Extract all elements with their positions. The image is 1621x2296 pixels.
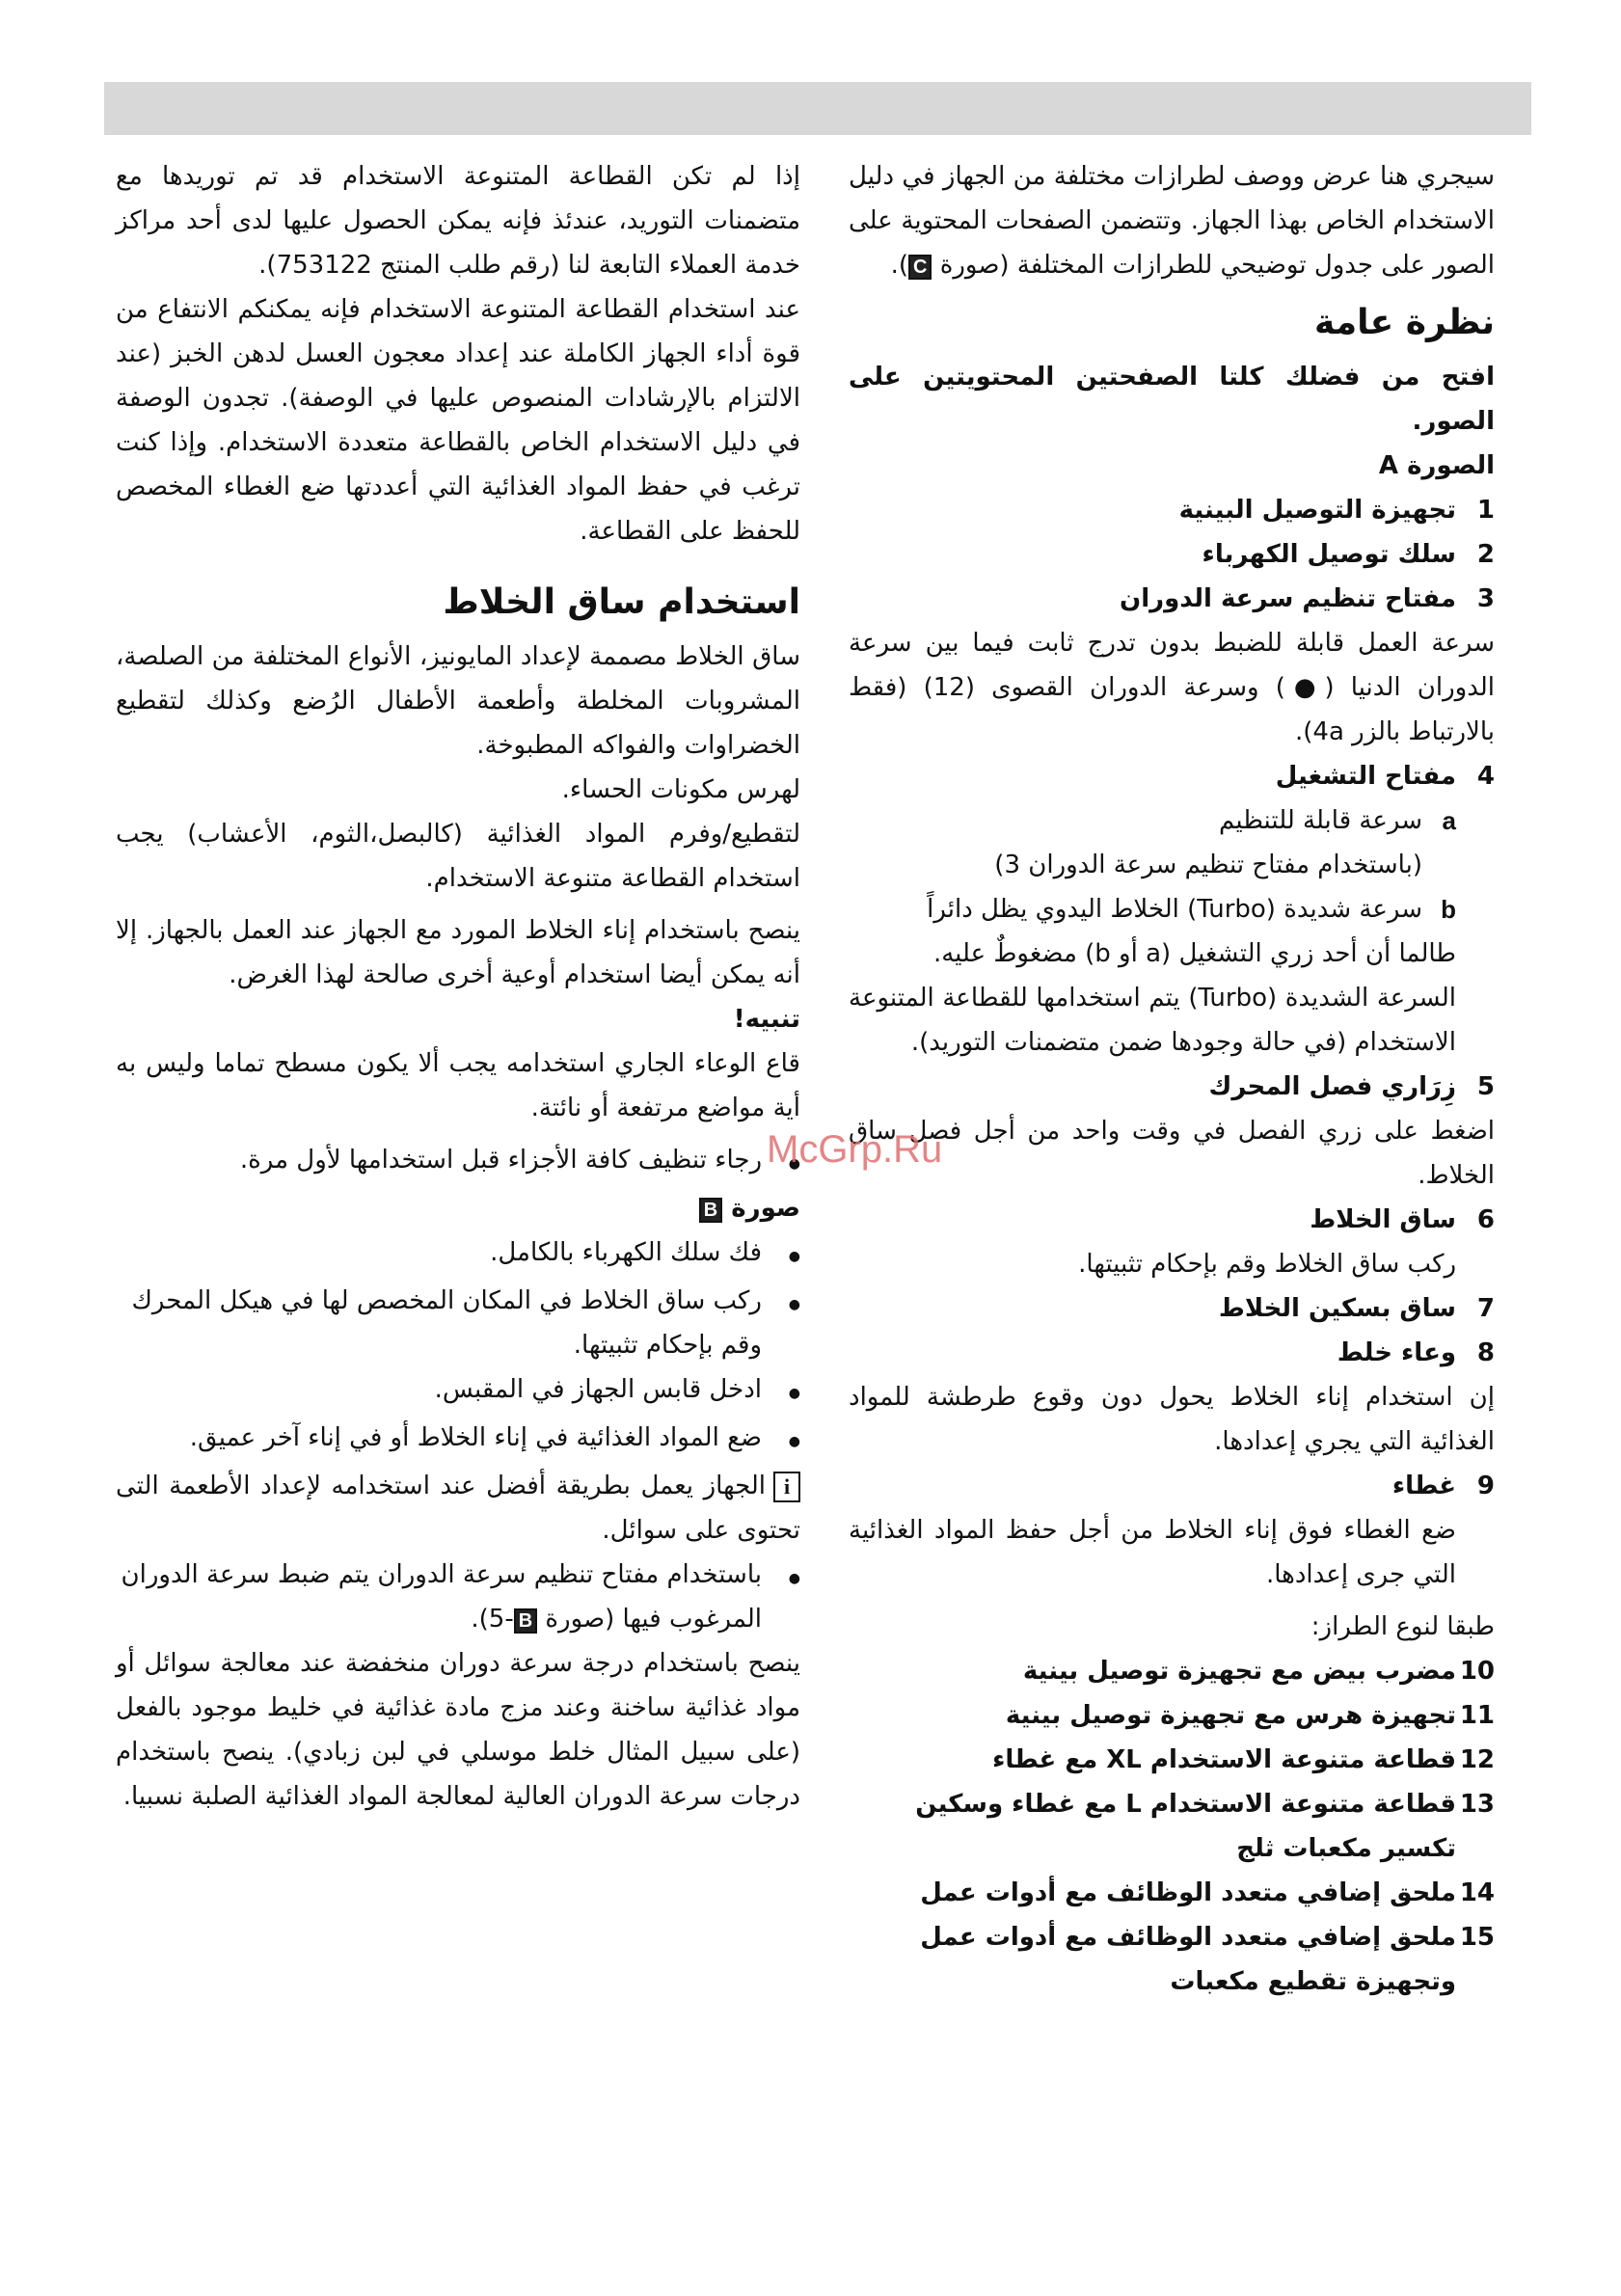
- open-pages-note: افتح من فضلك كلتا الصفحتين المحتويتين على الصور.: [849, 363, 1495, 436]
- list-item: ● ادخل قابس الجهاز في المقبس.: [116, 1367, 800, 1416]
- item-4b: b سرعة شديدة (Turbo) الخلاط اليدوي يظل دائراً: [927, 895, 1456, 924]
- blender-purpose-paragraph: ساق الخلاط مصممة لإعداد المايونيز، الأنواع المختلفة من الصلصة، المشروبات المخلطة وأطعمة الأطفال الرُضع وكذلك لتقطيع الخضراوات والفواكه المطبوخة.: [116, 642, 800, 760]
- model-item-11: 11 تجهيزة هرس مع تجهيزة توصيل بينية: [1005, 1701, 1495, 1730]
- model-item-15: 15 ملحق إضافي متعدد الوظائف مع أدوات عمل وتجهيزة تقطيع مكعبات: [920, 1923, 1495, 1996]
- figure-b-label: صورة B: [116, 1186, 800, 1230]
- item-4: 4 مفتاح التشغيل: [1275, 762, 1495, 791]
- info-icon: i: [773, 1472, 800, 1502]
- item-4a-description: (باستخدام مفتاح تنظيم سرعة الدوران 3): [994, 851, 1422, 879]
- item-5-description: اضغط على زري الفصل في وقت واحد من أجل فصل ساق الخلاط.: [849, 1117, 1495, 1190]
- caution-title: تنبيه!: [733, 1005, 800, 1034]
- soup-paragraph: لهرس مكونات الحساء.: [561, 775, 800, 804]
- cleaning-list: [116, 1138, 800, 1186]
- item-6: 6 ساق الخلاط: [1310, 1205, 1495, 1234]
- multi-cutter-paragraph: عند استخدام القطاعة المتنوعة الاستخدام فإنه يمكنكم الانتفاع من قوة أداء الجهاز الكاملة عند إعداد معجون العسل لدهن الخبز (عند الالتزام بالإرشادات المنصوص عليها في الوصفة). تجدون الوصفة في دليل الاستخدام الخاص بالقطاعة متعددة الاستخدام. وإذا كنت ترغب في حفظ المواد الغذائية التي أعددتها ضع الغطاء المخصص للحفظ على القطاعة.: [116, 295, 800, 546]
- caution-text: قاع الوعاء الجاري استخدامه يجب ألا يكون مسطح تماما وليس به أية مواضع مرتفعة أو نائتة.: [116, 1049, 800, 1122]
- figure-b-ref-badge: B: [514, 1608, 537, 1634]
- item-9-description: ضع الغطاء فوق إناء الخلاط من أجل حفظ المواد الغذائية التي جرى إعدادها.: [849, 1516, 1456, 1589]
- item-2: 2 سلك توصيل الكهرباء: [1202, 540, 1495, 569]
- model-item-13: 13 قطاعة متنوعة الاستخدام L مع غطاء وسكين تكسير مكعبات ثلج: [915, 1790, 1495, 1863]
- info-note: iالجهاز يعمل بطريقة أفضل عند استخدامه لإعداد الأطعمة التى تحتوى على سوائل.: [116, 1472, 800, 1545]
- intro-paragraph: سيجري هنا عرض ووصف لطرازات مختلفة من الجهاز في دليل الاستخدام الخاص بهذا الجهاز. وتتضمن الصفحات المحتوية على الصور على جدول توضيحي للطرازات المختلفة (صورة C).: [849, 162, 1495, 280]
- item-9: 9 غطاء: [1391, 1472, 1495, 1500]
- accessory-availability-paragraph: إذا لم تكن القطاعة المتنوعة الاستخدام قد تم توريدها مع متضمنات التوريد، عندئذ فإنه يمكن الحصول عليها لدى أحد مراكز خدمة العملاء التابعة لنا (رقم طلب المنتج 753122).: [116, 162, 800, 280]
- right-column: [849, 154, 1495, 2004]
- speed-advice-paragraph: ينصح باستخدام درجة سرعة دوران منخفضة عند معالجة سوائل أو مواد غذائية ساخنة وعند مزج مادة غذائية في خليط موجود بالفعل (على سبيل المثال خلط موسلي في لبن زبادي). ينصح باستخدام درجات سرعة الدوران العالية لمعالجة المواد الغذائية الصلبة نسبيا.: [116, 1649, 800, 1811]
- turbo-note: السرعة الشديدة (Turbo) يتم استخدامها للقطاعة المتنوعة الاستخدام (في حالة وجودها ضمن متضمنات التوريد).: [849, 984, 1456, 1057]
- list-item: ● رجاء تنظيف كافة الأجزاء قبل استخدامها لأول مرة.: [116, 1138, 800, 1186]
- steps-list: [116, 1230, 800, 1464]
- speed-list: [116, 1553, 800, 1641]
- blender-usage-heading: استخدام ساق الخلاط: [443, 582, 800, 622]
- chopping-paragraph: لتقطيع/وفرم المواد الغذائية (كالبصل،الثوم، الأعشاب) يجب استخدام القطاعة متنوعة الاستخدام.: [116, 820, 800, 893]
- item-7: 7 ساق بسكين الخلاط: [1218, 1294, 1495, 1323]
- figure-b-badge: B: [699, 1198, 722, 1223]
- header-bar: [104, 82, 1531, 135]
- figure-c-badge: C: [908, 255, 932, 280]
- overview-heading: نظرة عامة: [1314, 303, 1495, 342]
- list-item: ● ركب ساق الخلاط في المكان المخصص لها في هيكل المحرك وقم بإحكام تثبيتها.: [116, 1279, 800, 1367]
- list-item: ● ضع المواد الغذائية في إناء الخلاط أو في إناء آخر عميق.: [116, 1416, 800, 1464]
- list-item: ● باستخدام مفتاح تنظيم سرعة الدوران يتم ضبط سرعة الدوران المرغوب فيها (صورة B-5).: [116, 1553, 800, 1641]
- item-8-description: إن استخدام إناء الخلاط يحول دون وقوع طرطشة للمواد الغذائية التي يجري إعدادها.: [849, 1383, 1495, 1456]
- item-4a: a سرعة قابلة للتنظيم: [1219, 806, 1456, 835]
- figure-a-label: الصورة A: [1378, 451, 1495, 480]
- watermark-logo: McGrp.Ru: [767, 1128, 943, 1171]
- item-3-description: سرعة العمل قابلة للضبط بدون تدرج ثابت فيما بين سرعة الدوران الدنيا (●) وسرعة الدوران القصوى (12) (فقط بالارتباط بالزر 4a).: [849, 629, 1495, 746]
- by-model-label: طبقا لنوع الطراز:: [1310, 1612, 1495, 1641]
- item-3: 3 مفتاح تنظيم سرعة الدوران: [1120, 584, 1495, 613]
- model-item-14: 14 ملحق إضافي متعدد الوظائف مع أدوات عمل: [920, 1878, 1495, 1907]
- model-item-12: 12 قطاعة متنوعة الاستخدام XL مع غطاء: [992, 1745, 1495, 1774]
- left-column: [116, 154, 800, 1819]
- item-1: 1 تجهيزة التوصيل البينية: [1178, 496, 1495, 525]
- item-5: 5 زِرَاري فصل المحرك: [1208, 1072, 1495, 1101]
- container-paragraph: ينصح باستخدام إناء الخلاط المورد مع الجهاز عند العمل بالجهاز. إلا أنه يمكن أيضا استخدام أوعية أخرى صالحة لهذا الغرض.: [116, 916, 800, 989]
- model-item-10: 10 مضرب بيض مع تجهيزة توصيل بينية: [1022, 1657, 1495, 1686]
- item-8: 8 وعاء خلط: [1337, 1338, 1495, 1367]
- item-6-description: ركب ساق الخلاط وقم بإحكام تثبيتها.: [1078, 1250, 1456, 1279]
- list-item: ● فك سلك الكهرباء بالكامل.: [116, 1230, 800, 1279]
- item-4b-description: طالما أن أحد زري التشغيل (a أو b) مضغوطٌ عليه.: [932, 939, 1456, 968]
